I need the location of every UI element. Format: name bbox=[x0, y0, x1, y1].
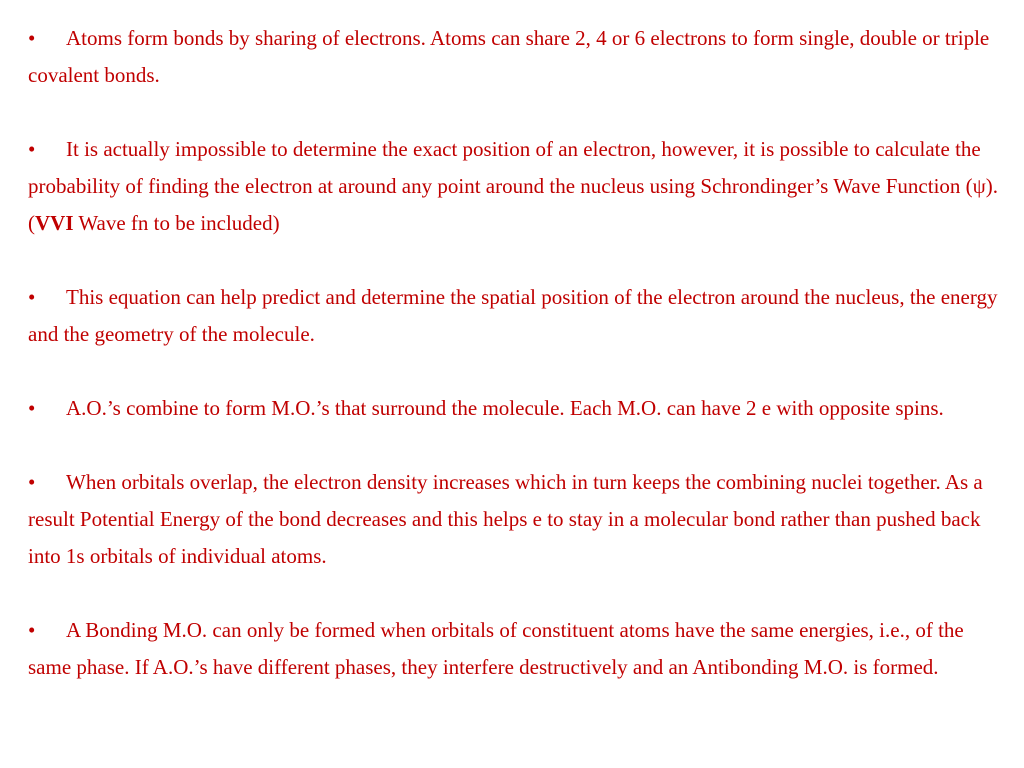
bullet-item bbox=[28, 612, 1003, 686]
bullet-item bbox=[28, 279, 1003, 353]
bullet-icon: • bbox=[28, 618, 36, 642]
bullet-text: A Bonding M.O. can only be formed when orbitals of constituent atoms have the same energies, i.e., of the same phase. If A.O.’s have different phases, they interfere destructively and an Antibonding M.O. is formed. bbox=[28, 618, 964, 679]
bullet-icon: • bbox=[28, 285, 36, 309]
bullet-text: A.O.’s combine to form M.O.’s that surround the molecule. Each M.O. can have 2 e with opposite spins. bbox=[66, 396, 944, 420]
bullet-text: This equation can help predict and determine the spatial position of the electron around the nucleus, the energy and the geometry of the molecule. bbox=[28, 285, 998, 346]
bullet-text: It is actually impossible to determine the exact position of an electron, however, it is possible to calculate the probability of finding the electron at around any point around the nucleus using Schrondinger’s Wave Function (ψ). ( bbox=[28, 137, 999, 235]
bullet-icon: • bbox=[28, 396, 36, 420]
vvi-emphasis: VVI bbox=[35, 211, 74, 235]
bullet-icon: • bbox=[28, 470, 36, 494]
bullet-item bbox=[28, 20, 1003, 94]
bullet-text: Atoms form bonds by sharing of electrons. Atoms can share 2, 4 or 6 electrons to form single, double or triple covalent bonds. bbox=[28, 26, 990, 87]
bullet-item bbox=[28, 464, 1003, 575]
bullet-icon: • bbox=[28, 137, 36, 161]
slide-body bbox=[28, 20, 1003, 723]
bullet-item bbox=[28, 390, 1003, 427]
bullet-icon: • bbox=[28, 26, 36, 50]
bullet-item bbox=[28, 131, 1003, 242]
bullet-text-suffix: Wave fn to be included) bbox=[73, 211, 280, 235]
bullet-text: When orbitals overlap, the electron density increases which in turn keeps the combining nuclei together. As a result Potential Energy of the bond decreases and this helps e to stay in a molecular bond rather than pushed back into 1s orbitals of individual atoms. bbox=[28, 470, 983, 568]
